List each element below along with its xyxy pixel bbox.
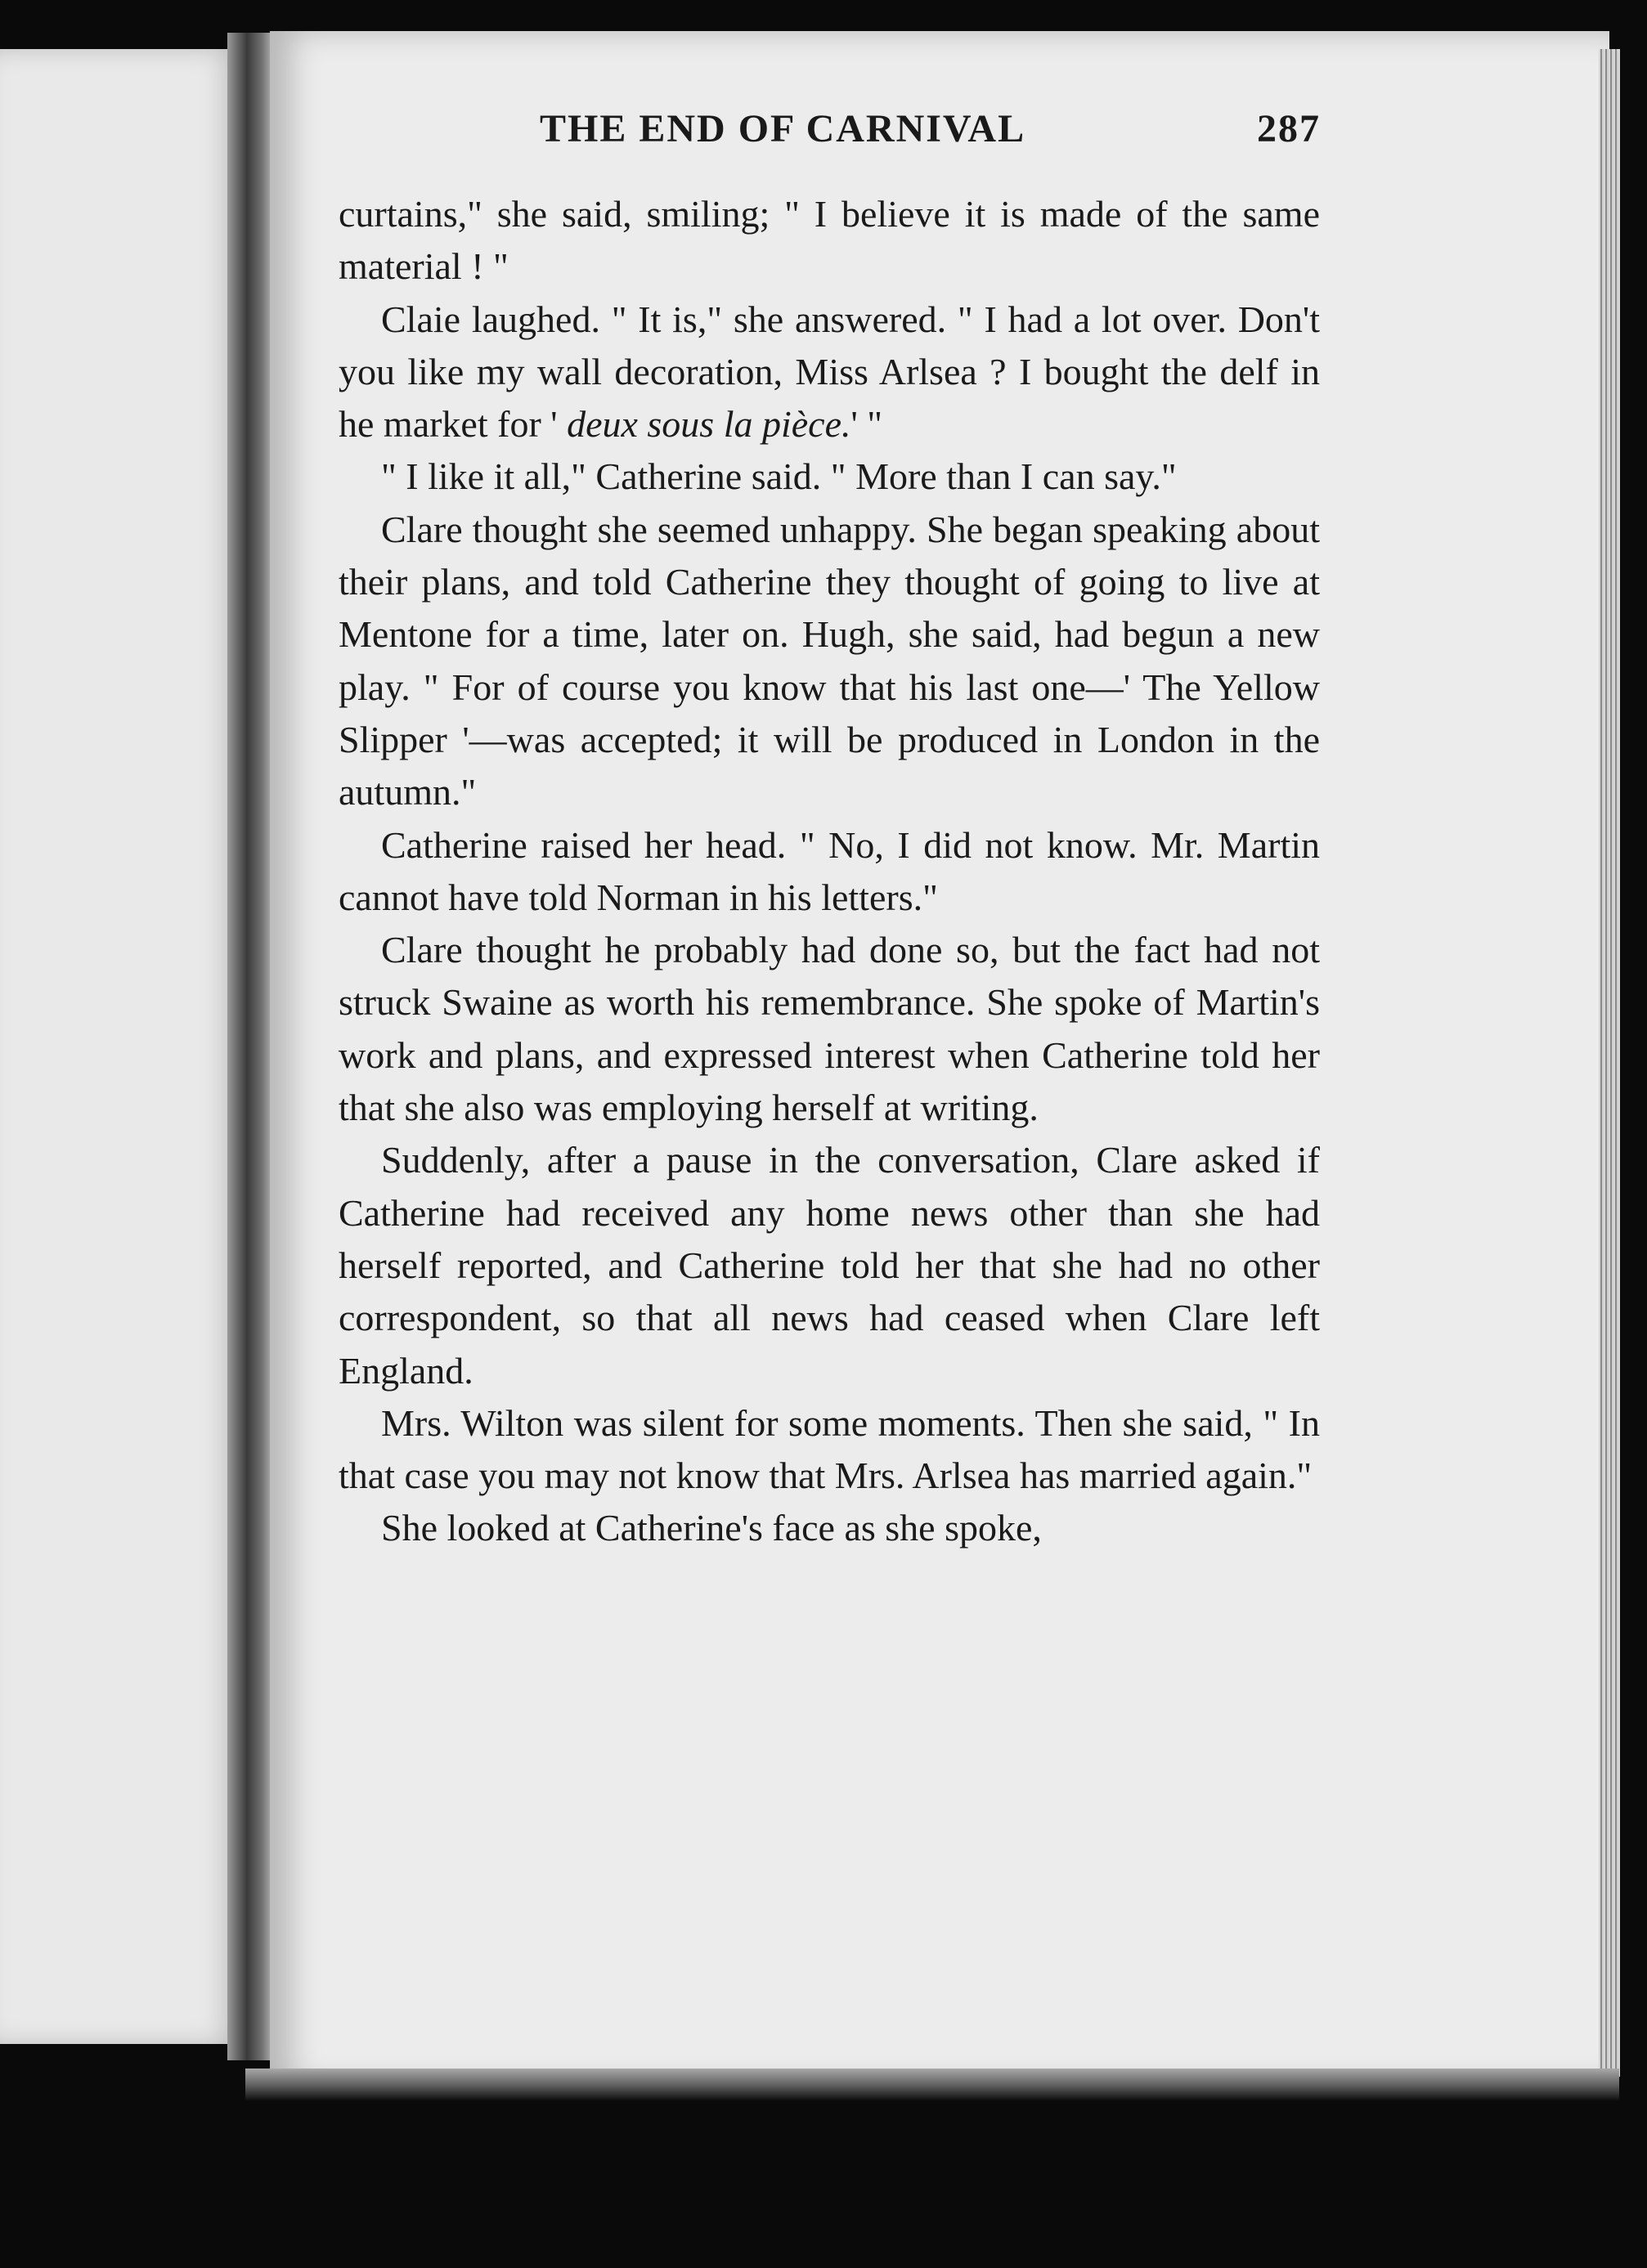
paragraph — [339, 188, 1320, 294]
paragraph — [339, 1502, 1320, 1554]
paragraph — [339, 294, 1320, 451]
paragraph — [339, 504, 1320, 819]
paragraph-text: Mrs. Wilton was silent for some moments. Then she said, " In that case you may not know that Mrs. Arlsea has married again." — [339, 1401, 1320, 1497]
paragraph — [339, 450, 1320, 503]
paragraph-text-end: ' " — [850, 403, 883, 446]
paragraph-text: She looked at Catherine's face as she spoke, — [381, 1507, 1042, 1549]
bottom-page-edge — [245, 2069, 1619, 2101]
paragraph — [339, 1134, 1320, 1396]
paragraph-text: curtains," she said, smiling; " I believe it is made of the same material ! " — [339, 193, 1320, 288]
left-page — [0, 49, 239, 2044]
paragraph-text: Claie laughed. " It is," she answered. " I had a lot over. Don't you like my wall decoration, Miss Arlsea ? I bought the delf in he market for ' — [339, 298, 1320, 446]
paragraph — [339, 819, 1320, 925]
paragraph — [339, 924, 1320, 1134]
paragraph-text: " I like it all," Catherine said. " More than I can say." — [381, 455, 1177, 498]
running-title: THE END OF CARNIVAL — [540, 107, 1026, 150]
paragraph-text: Clare thought he probably had done so, but the fact had not struck Swaine as worth his remembrance. She spoke of Martin's work and plans, and expressed interest when Catherine told her that she also was employing herself at writing. — [339, 929, 1320, 1129]
page-edge — [1599, 49, 1620, 2077]
paragraph-text: Catherine raised her head. " No, I did not know. Mr. Martin cannot have told Norman in his letters." — [339, 823, 1320, 918]
book-gutter — [227, 33, 276, 2060]
italic-phrase: deux sous la pièce. — [567, 403, 851, 446]
paragraph-text: Clare thought she seemed unhappy. She began speaking about their plans, and told Catherine they thought of going to live at Mentone for a time, later on. Hugh, she said, had begun a new play. " For of course you know that his last one—' The Yellow Slipper '—was accepted; it will be produced in London in the autumn." — [339, 508, 1320, 814]
page-number: 287 — [1257, 107, 1321, 150]
paragraph-text: Suddenly, after a pause in the conversation, Clare asked if Catherine had received any home news other than she had herself reported, and Catherine told her that she had no other correspondent, so that all news had ceased when Clare left England. — [339, 1139, 1320, 1392]
body-text — [339, 188, 1320, 1555]
paragraph — [339, 1397, 1320, 1503]
